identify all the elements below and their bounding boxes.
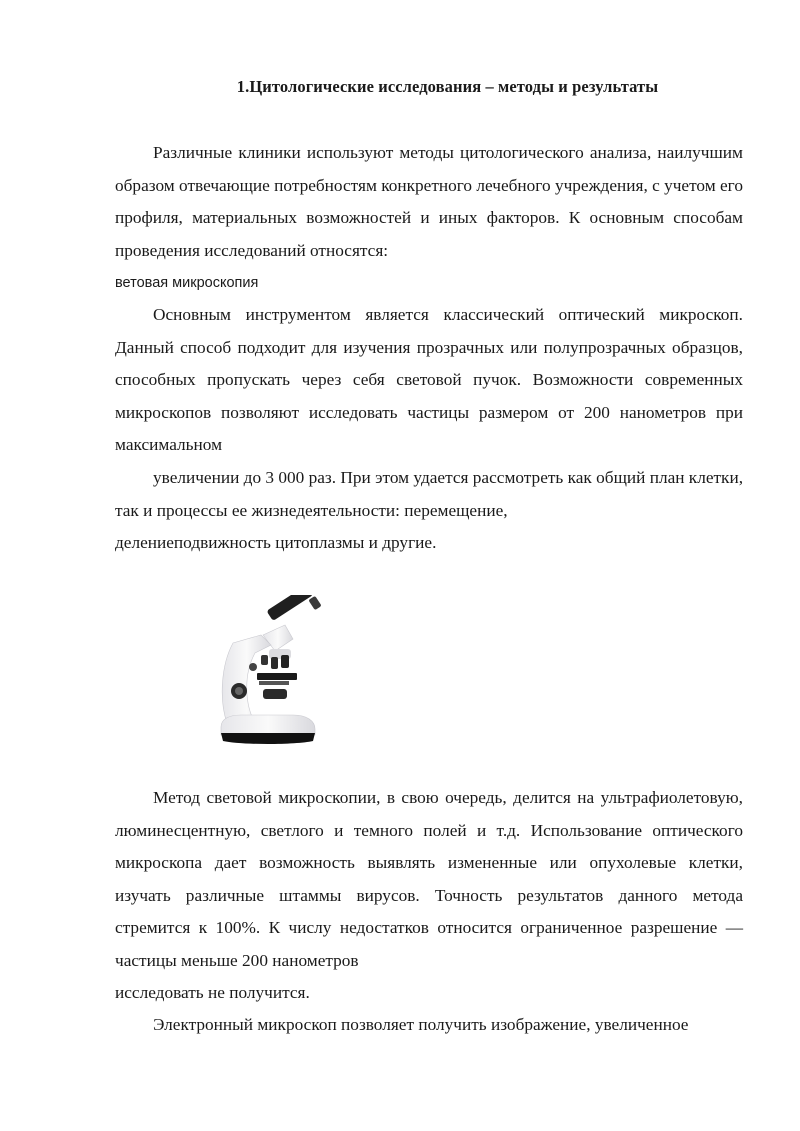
section-heading: 1.Цитологические исследования – методы и результаты xyxy=(236,77,659,96)
paragraph-1-subitem: ветовая микроскопия xyxy=(115,275,259,291)
paragraph-2: Основным инструментом является классический оптический микроскоп. Данный способ подходит для изучения прозрачных или полупрозрачных образцов, способных пропускать через себя световой пучок. Возможности современных микроскопов позволяют исследовать частицы размером от 200 нанометров при максимальном xyxy=(115,305,743,454)
paragraph-5: Электронный микроскоп позволяет получить изображение, увеличенное xyxy=(153,1015,689,1034)
paragraph-3: увеличении до 3 000 раз. При этом удается рассмотреть как общий план клетки, так и процессы ее жизнедеятельности: перемещение, xyxy=(115,468,744,520)
paragraph-1: Различные клиники используют методы цитологического анализа, наилучшим образом отвечающие потребностям конкретного лечебного учреждения, с учетом его профиля, материальных возможностей и иных факторов. К основным способам проведения исследований относятся: xyxy=(115,143,743,260)
paragraph-3-last-line: делениеподвижность цитоплазмы и другие. xyxy=(115,533,437,552)
microscope-icon xyxy=(215,595,325,745)
paragraph-4: Метод световой микроскопии, в свою очередь, делится на ультрафиолетовую, люминесцентную, светлого и темного полей и т.д. Использование оптического микроскопа дает возможность выявлять измененные или опухолевые клетки, изучать различные штаммы вирусов. Точность результатов данного метода стремится к 100%. К числу недостатков относится ограниченное разрешение — частицы меньше 200 нанометров xyxy=(115,788,743,970)
paragraph-4-last-line: исследовать не получится. xyxy=(115,983,310,1002)
